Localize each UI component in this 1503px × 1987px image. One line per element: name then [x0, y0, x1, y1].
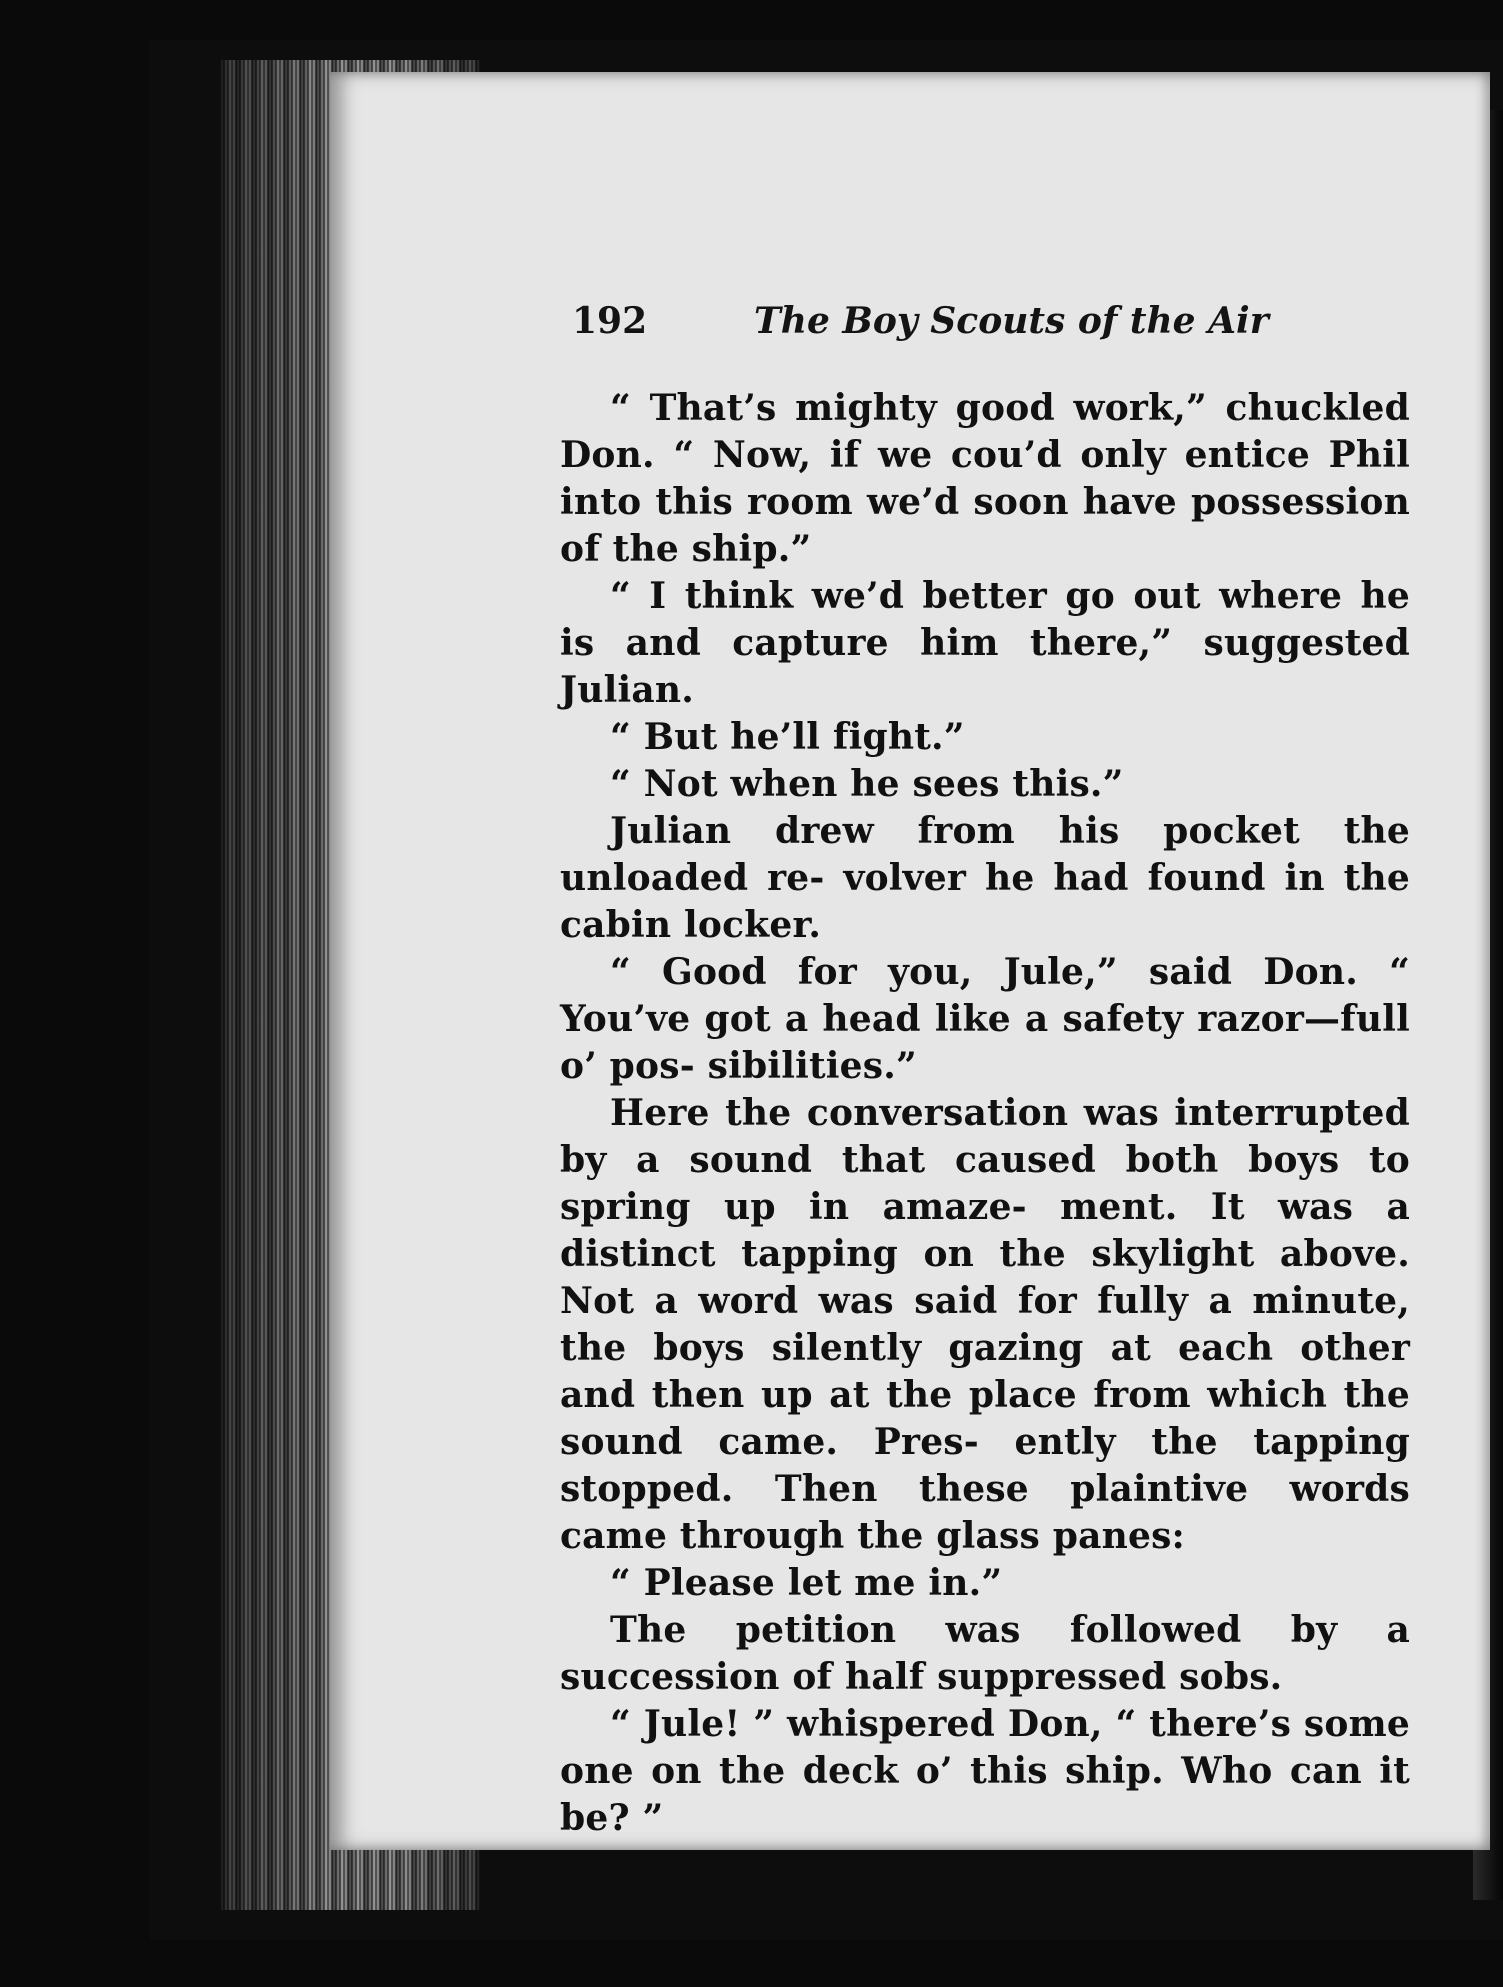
paragraph: Here the conversation was interrupted by a sound that caused both boys to spring up in amaze- ment. It was a distinct tapping on the skylight above. Not a word was said for fully a minute, the boys silently gazing at each other and then up at the place from which the sound came. Pres- ently the tapping stopped. Then these plaintive words came through the glass panes:: [560, 1092, 1410, 1557]
page-header: [570, 300, 1440, 360]
paragraph: “ Not when he sees this.”: [610, 763, 1124, 805]
page-number: 192: [572, 300, 648, 342]
body-text: [560, 385, 1410, 1842]
paragraph: “ Good for you, Jule,” said Don. “ You’ve got a head like a safety razor—full o’ pos- sibilities.”: [560, 951, 1410, 1087]
paragraph: Julian drew from his pocket the unloaded re- volver he had found in the cabin locker.: [560, 810, 1410, 946]
paragraph: “ I think we’d better go out where he is and capture him there,” suggested Julian.: [560, 575, 1410, 711]
paragraph: The petition was followed by a succession of half suppressed sobs.: [560, 1609, 1410, 1698]
paragraph: “ Please let me in.”: [610, 1562, 1003, 1604]
paragraph: “ Jule! ” whispered Don, “ there’s some one on the deck o’ this ship. Who can it be? ”: [560, 1703, 1410, 1839]
running-head: The Boy Scouts of the Air: [754, 300, 1269, 342]
paragraph: “ But he’ll fight.”: [610, 716, 965, 758]
paragraph: “ That’s mighty good work,” chuckled Don. “ Now, if we cou’d only entice Phil into this room we’d soon have possession of the ship.”: [560, 387, 1410, 570]
